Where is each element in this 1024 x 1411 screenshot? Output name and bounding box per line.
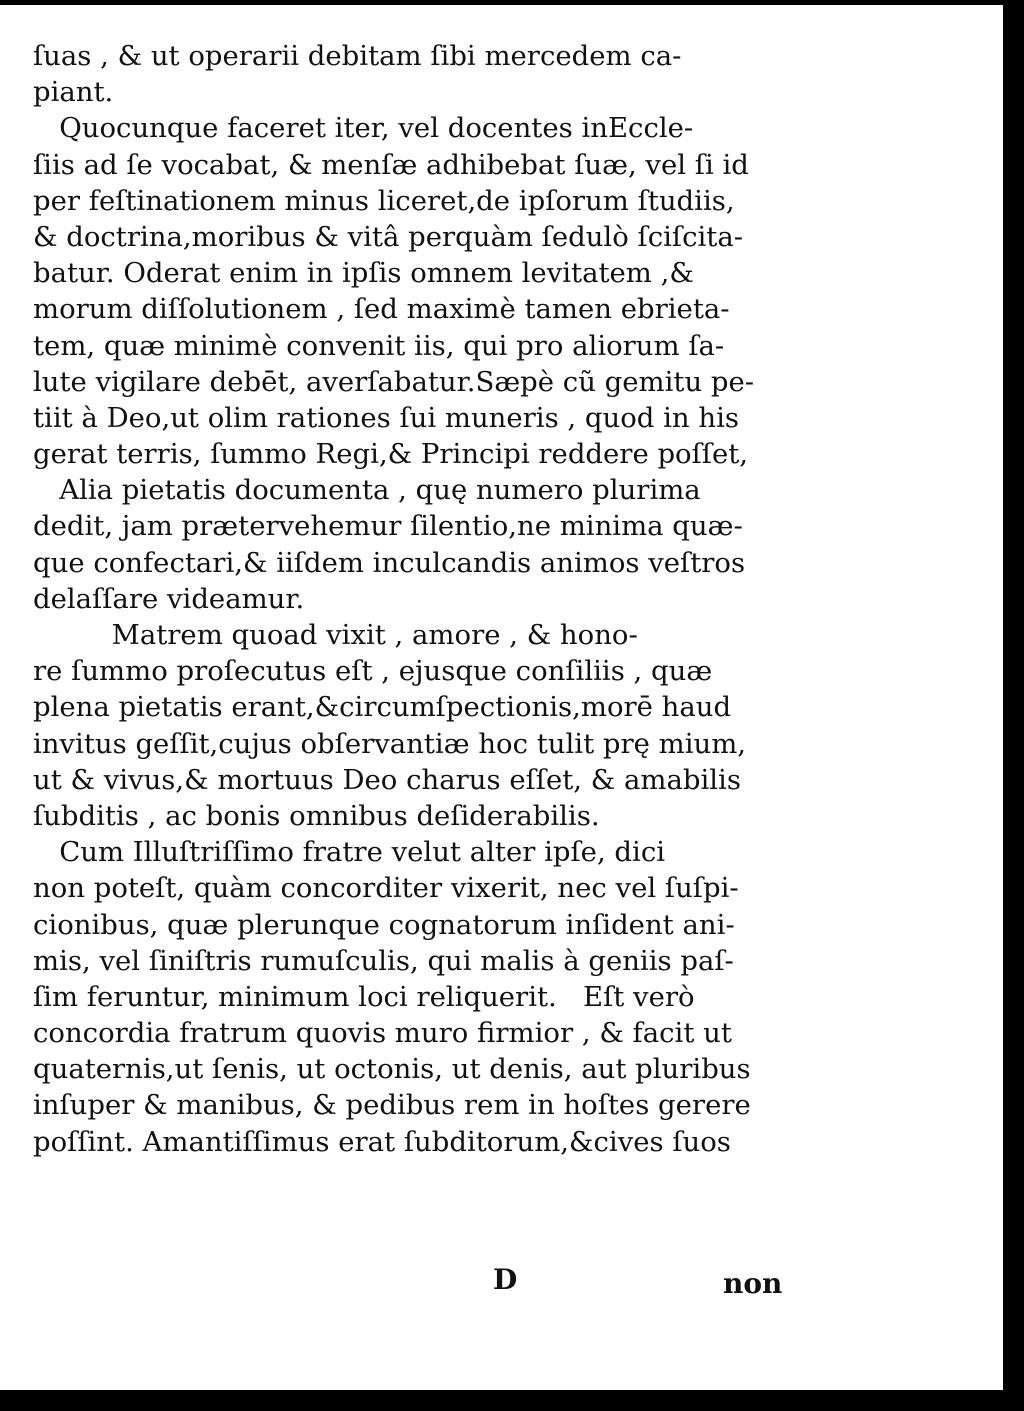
text-line: & doctrina,moribus & vitâ perquàm ſedulò ſciſcita- [33,220,744,253]
text-line: delaſſare videamur. [33,582,305,615]
text-line: piant. [33,76,114,109]
text-line: Quocunque faceret iter, vel docentes inEccle- [33,112,694,145]
text-line: gerat terris, ſummo Regi,& Principi reddere poſſet, [33,438,749,471]
text-line: Matrem quoad vixit , amore , & hono- [33,619,638,651]
text-line: concordia fratrum quovis muro firmior , & facit ut [33,1017,732,1050]
text-line: ſim feruntur, minimum loci reliquerit. Eſt verò [33,980,695,1013]
text-line: invitus geſſit,cujus obſervantiæ hoc tulit prę mium, [33,727,747,760]
text-line: cionibus, quæ plerunque cognatorum inſident ani- [33,908,735,941]
text-line: Alia pietatis documenta , quę numero plurima [33,474,701,507]
text-line: morum diſſolutionem , ſed maximè tamen ebrieta- [33,293,730,326]
catchword: non [723,1267,783,1300]
text-line: plena pietatis erant,&circumſpectionis,morē haud [33,691,732,724]
text-line: poſſint. Amantiſſimus erat ſubditorum,&cives ſuos [33,1125,731,1158]
page-footer [0,1263,1003,1303]
text-line: non poteſt, quàm concorditer vixerit, nec vel ſuſpi- [33,872,739,905]
scan-border [0,0,1024,5]
signature-mark: D [493,1263,518,1296]
text-line: dedit, jam prætervehemur ſilentio,ne minima quæ- [33,510,743,543]
text-line: Cum Illuſtriſſimo fratre velut alter ipſe, dici [33,836,666,869]
text-line: mis, vel ſiniſtris rumuſculis, qui malis à geniis paſ- [33,944,734,977]
text-line: ut & vivus,& mortuus Deo charus eſſet, & amabilis [33,763,741,796]
text-line: per feſtinationem minus liceret,de ipſorum ſtudiis, [33,184,735,217]
text-line: inſuper & manibus, & pedibus rem in hoſtes gerere [33,1089,751,1122]
text-line: ſubditis , ac bonis omnibus deſiderabilis. [33,799,600,832]
text-line: re ſummo proſecutus eſt , ejusque conſiliis , quæ [33,655,713,688]
page-text [33,38,785,1160]
text-line: que confectari,& iiſdem inculcandis animos veſtros [33,546,746,579]
text-line: batur. Oderat enim in ipſis omnem levitatem ,& [33,257,694,290]
text-line: quaternis,ut ſenis, ut octonis, ut denis, aut pluribus [33,1053,751,1086]
text-line: ſuas , & ut operarii debitam ſibi mercedem ca- [33,40,682,72]
text-line: lute vigilare debēt, averſabatur.Sæpè cũ gemitu pe- [33,365,755,398]
text-line: tem, quæ minimè convenit iis, qui pro aliorum ſa- [33,329,725,362]
text-line: ſiis ad ſe vocabat, & menſæ adhibebat ſuæ, vel ſi id [33,148,749,181]
text-line: tiit à Deo,ut olim rationes ſui muneris , quod in his [33,401,740,434]
